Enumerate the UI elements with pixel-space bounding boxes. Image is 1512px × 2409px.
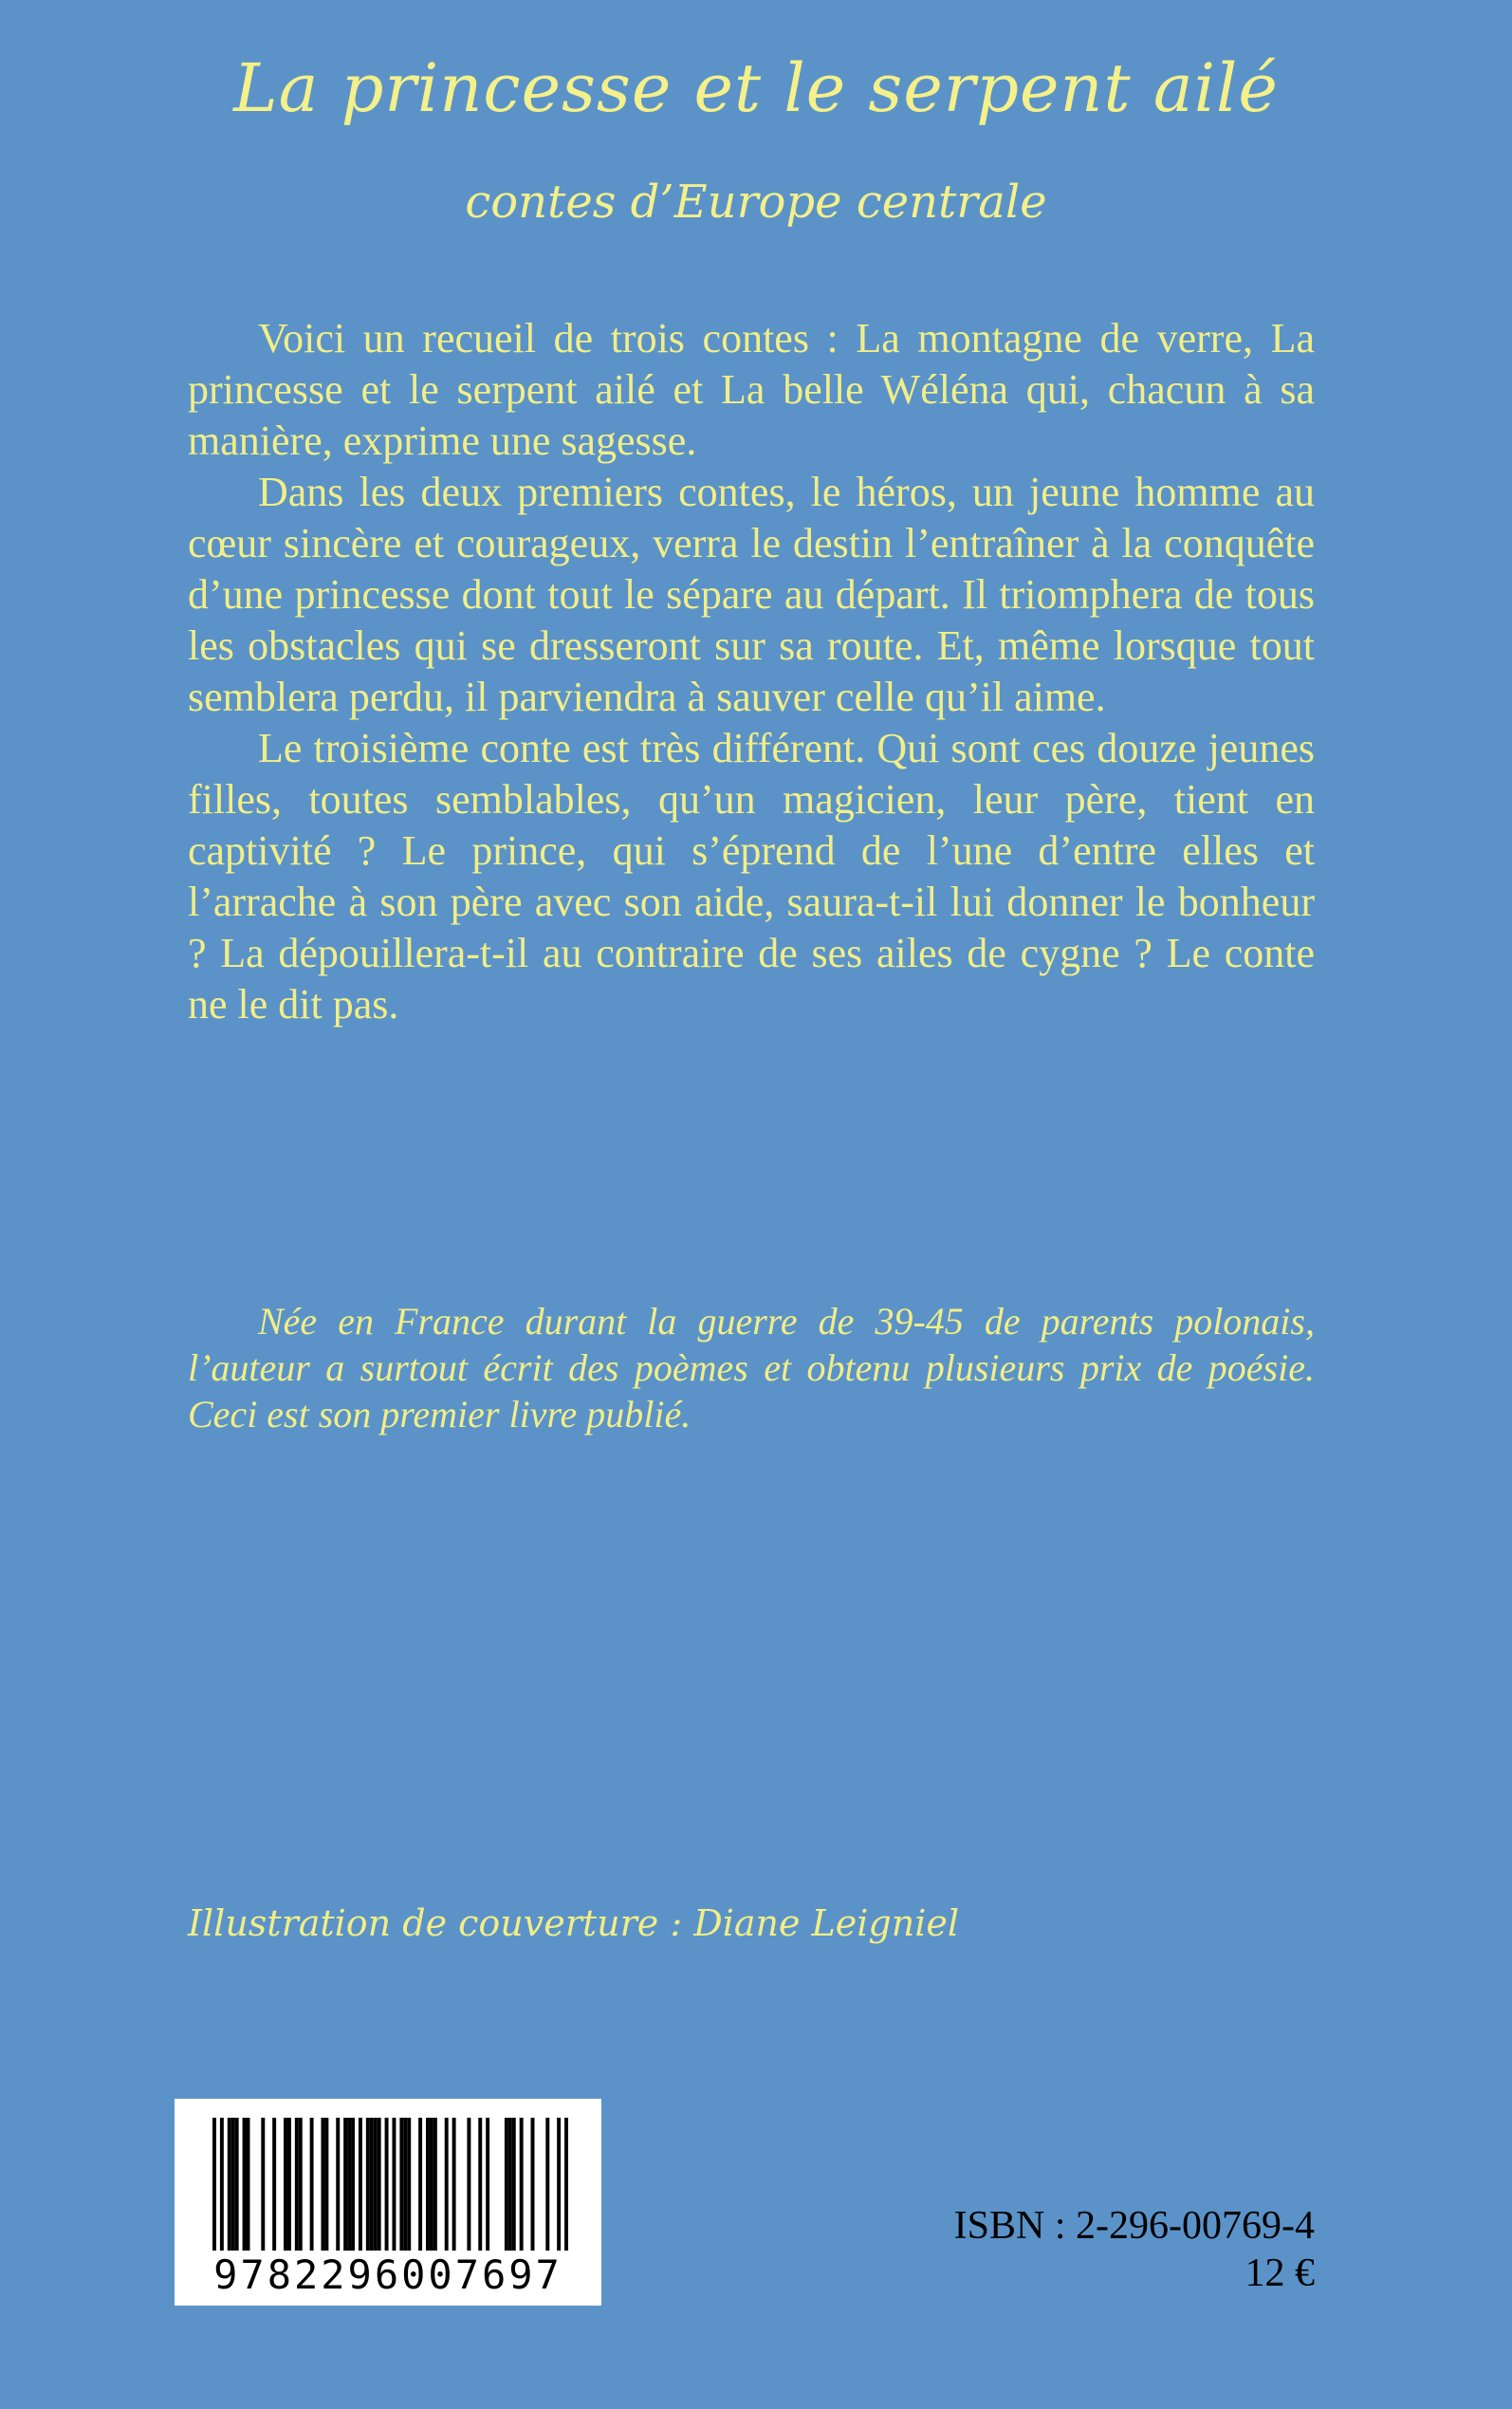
barcode-bar [385,2118,389,2251]
blurb-paragraph: Le troisième conte est très différent. Qui sont ces douze jeunes filles, toutes semblables, qu’un magicien, leur père, tient en captivité ? Le prince, qui s’éprend de l’une d’entre elles et l’arrache à son père avec son aide, saura-t-il lui donner le bonheur ? La dépouillera-t-il au contraire de ses ailes de cygne ? Le conte ne le dit pas. [188,725,1315,1028]
barcode-bar [512,2118,516,2251]
barcode-bar [284,2118,287,2251]
barcode-bar [430,2118,433,2251]
barcode-bar [433,2118,437,2251]
barcode [175,2099,601,2306]
barcode-bar [478,2118,482,2251]
barcode-bar [399,2118,403,2251]
barcode-bar [243,2118,247,2251]
barcode-bar [407,2118,411,2251]
barcode-bar [531,2118,535,2251]
illustration-credit: Illustration de couverture : Diane Leigniel [188,1902,960,1944]
barcode-bar [287,2118,291,2251]
barcode-bar [403,2118,407,2251]
price: 12 € [1245,2251,1315,2295]
book-title: La princesse et le serpent ailé [233,49,1279,127]
barcode-bar [343,2118,347,2251]
back-cover-blurb [188,313,1315,1030]
barcode-digits: 9782296007697 [213,2251,562,2298]
barcode-bar [505,2118,508,2251]
barcode-bar [486,2118,489,2251]
barcode-bar [418,2118,422,2251]
barcode-bar [545,2118,549,2251]
barcode-bar [557,2118,561,2251]
barcode-bar [310,2118,314,2251]
blurb-paragraph: Dans les deux premiers contes, le héros, un jeune homme au cœur sincère et courageux, verra le destin l’entraîner à la conquête d’une princesse dont tout le sépare au départ. Il triomphera de tous les obstacles qui se dresseront sur sa route. Et, même lorsque tout semblera perdu, il parviendra à sauver celle qu’il aime. [188,469,1315,720]
barcode-bar [212,2118,216,2251]
barcode-bar [235,2118,239,2251]
barcode-bar [452,2118,456,2251]
barcode-bar [324,2118,328,2251]
barcode-bar [378,2118,381,2251]
author-note: Née en France durant la guerre de 39-45 de parents polonais, l’auteur a surtout écrit des poèmes et obtenu plusieurs prix de poésie. Ceci est son premier livre publié. [188,1300,1315,1436]
barcode-bar [299,2118,303,2251]
barcode-bar [351,2118,355,2251]
barcode-bar [392,2118,396,2251]
barcode-bar [445,2118,449,2251]
barcode-bar [564,2118,568,2251]
barcode-bar [231,2118,235,2251]
barcode-bar [228,2118,231,2251]
barcode-bar [347,2118,351,2251]
barcode-bar [272,2118,276,2251]
barcode-bar [359,2118,362,2251]
barcode-bar [370,2118,374,2251]
barcode-bar [261,2118,265,2251]
blurb-paragraph: Voici un recueil de trois contes : La montagne de verre, La princesse et le serpent ailé et La belle Wéléna qui, chacun à sa manière, exprime une sagesse. [188,315,1315,464]
barcode-bar [426,2118,430,2251]
isbn: ISBN : 2-296-00769-4 [953,2204,1315,2248]
barcode-bar [366,2118,370,2251]
barcode-bar [321,2118,324,2251]
barcode-bar [336,2118,340,2251]
barcode-bar [467,2118,470,2251]
barcode-bar [295,2118,299,2251]
barcode-bar [374,2118,378,2251]
book-subtitle: contes d’Europe centrale [465,176,1047,229]
barcode-bar [508,2118,512,2251]
barcode-bars [212,2118,568,2251]
barcode-bar [520,2118,524,2251]
barcode-bar [247,2118,250,2251]
barcode-bar [220,2118,224,2251]
